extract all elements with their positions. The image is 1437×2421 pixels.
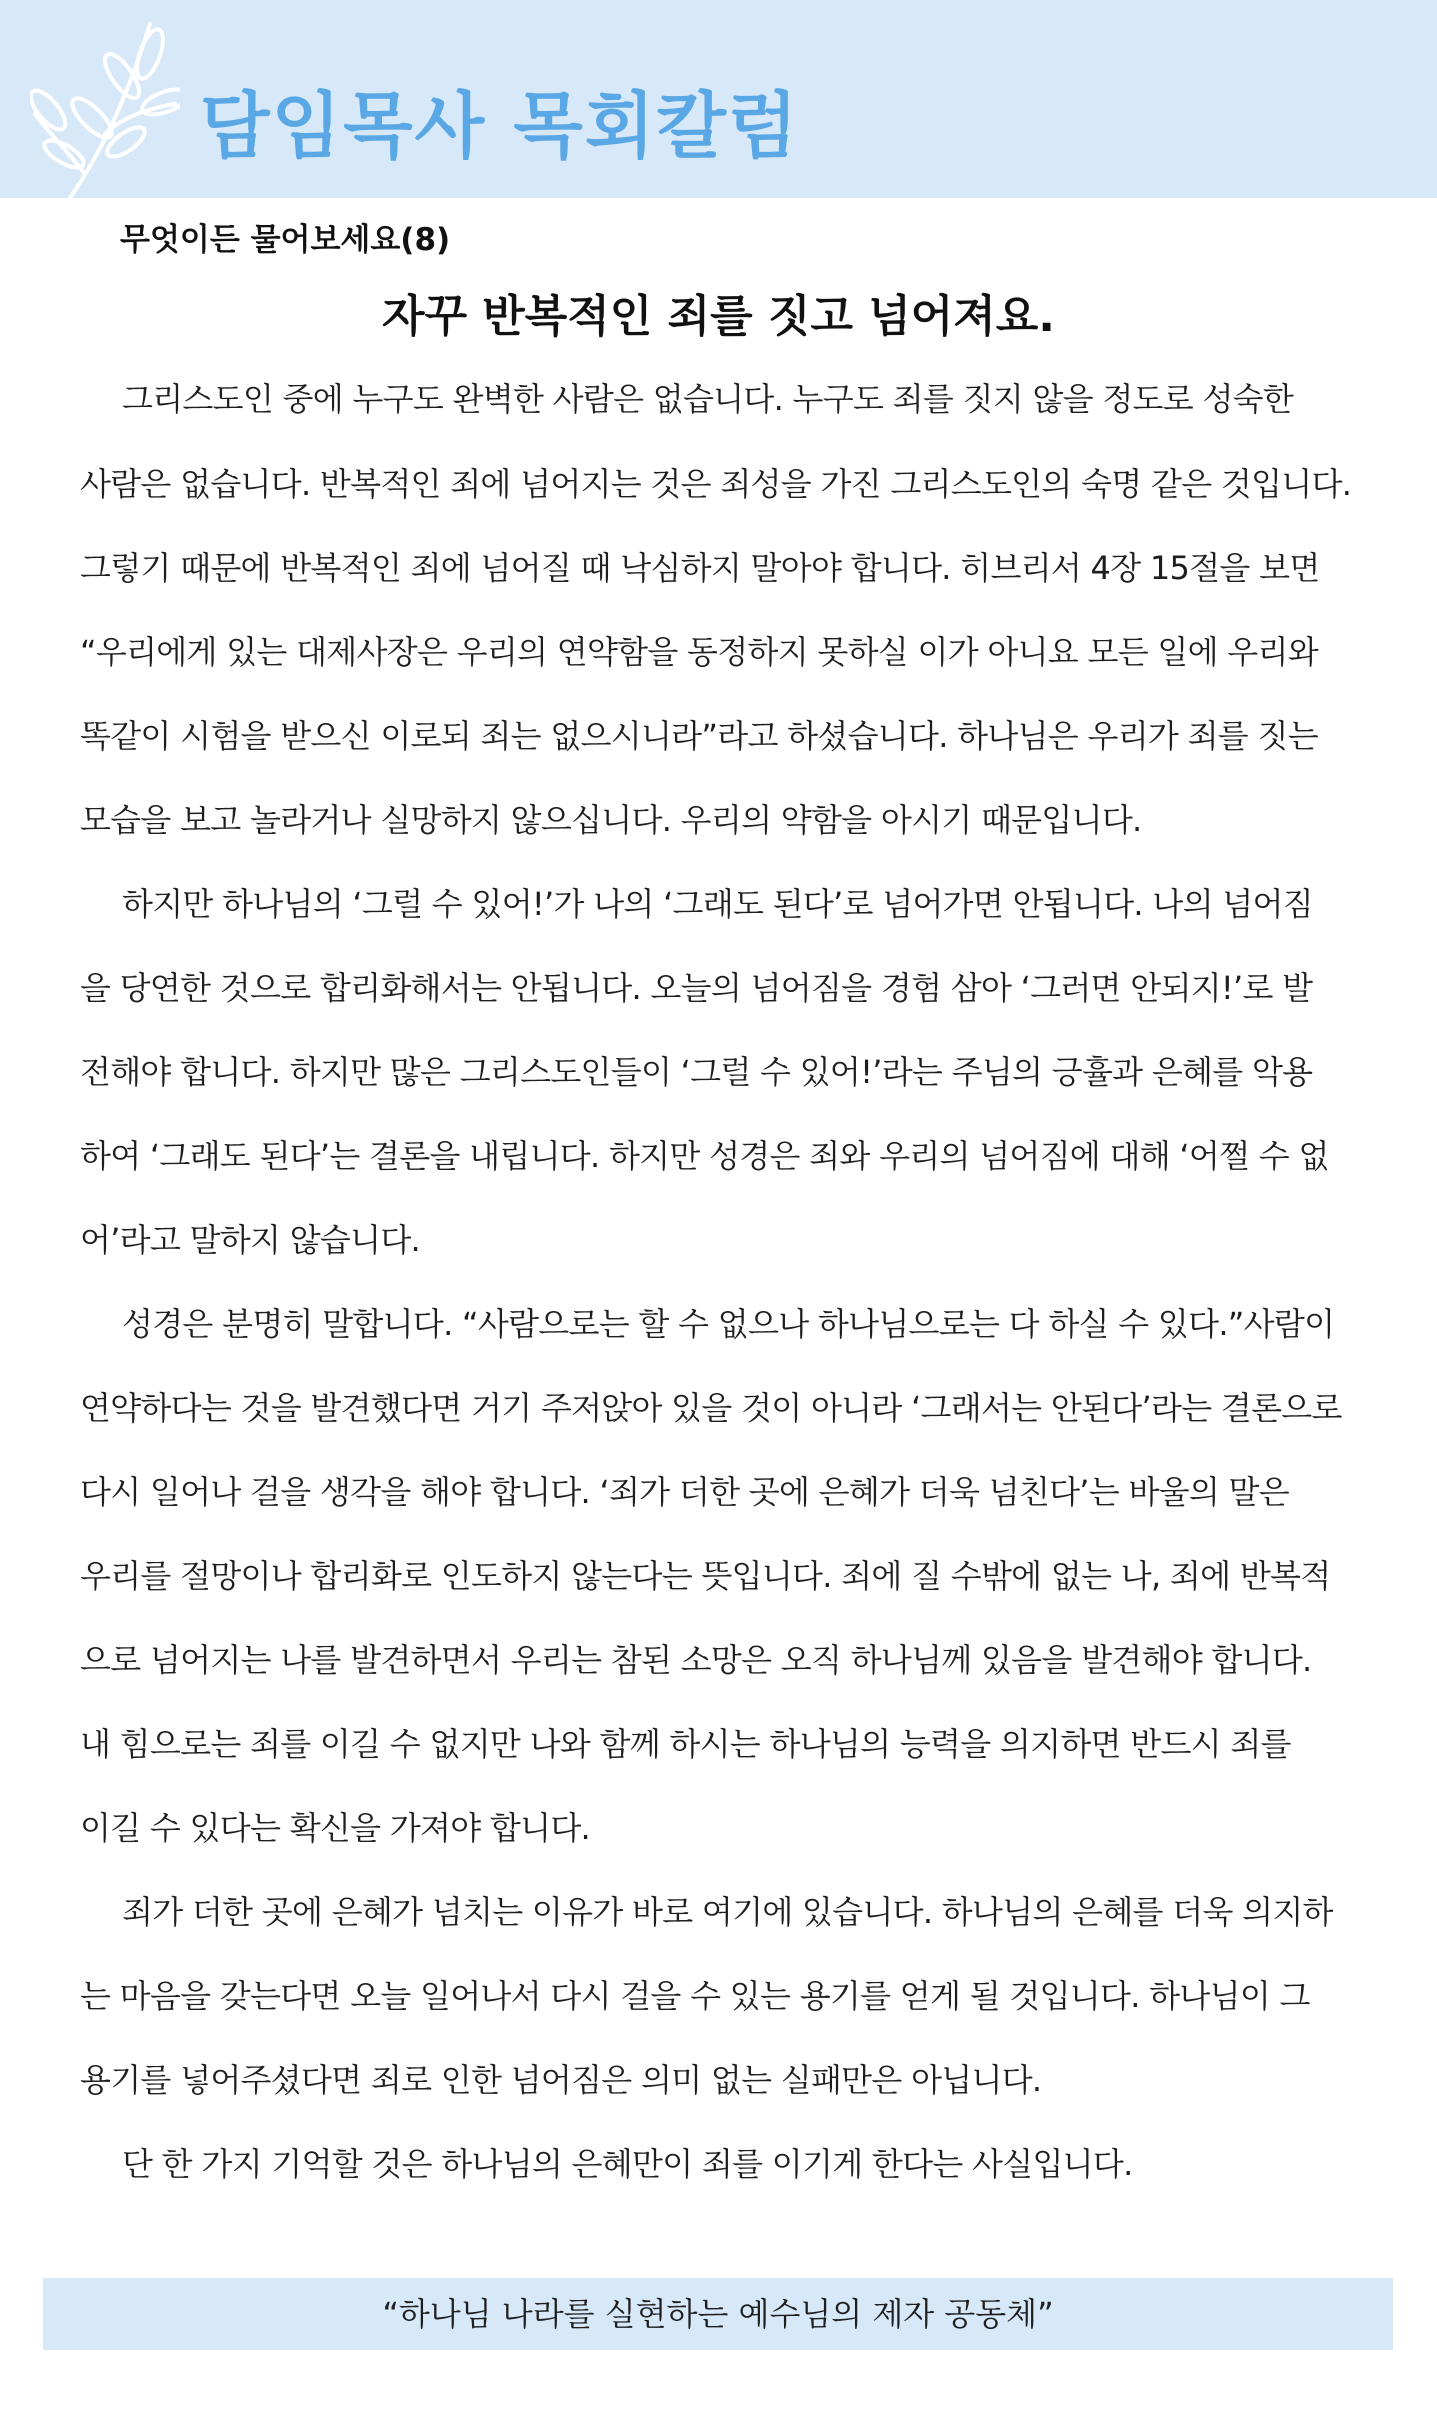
body-line: 는 마음을 갖는다면 오늘 일어나서 다시 걸을 수 있는 용기를 얻게 될 것입니다. 하나님이 그 <box>80 1977 1310 2015</box>
body-line: 어’라고 말하지 않습니다. <box>80 1221 421 1259</box>
body-line: 그리스도인 중에 누구도 완벽한 사람은 없습니다. 누구도 죄를 짓지 않을 정도로 성숙한 <box>122 380 1294 418</box>
leaf-branch-icon <box>30 14 180 198</box>
body-line: 이길 수 있다는 확신을 가져야 합니다. <box>80 1809 591 1847</box>
body-line: 을 당연한 것으로 합리화해서는 안됩니다. 오늘의 넘어짐을 경험 삼아 ‘그러면 안되지!’로 발 <box>80 969 1313 1007</box>
body-line: 죄가 더한 곳에 은혜가 넘치는 이유가 바로 여기에 있습니다. 하나님의 은혜를 더욱 의지하 <box>122 1893 1333 1931</box>
body-line: 전해야 합니다. 하지만 많은 그리스도인들이 ‘그럴 수 있어!’라는 주님의 긍휼과 은혜를 악용 <box>80 1053 1313 1091</box>
body-line: 똑같이 시험을 받으신 이로되 죄는 없으시니라”라고 하셨습니다. 하나님은 우리가 죄를 짓는 <box>80 717 1318 755</box>
body-line: “우리에게 있는 대제사장은 우리의 연약함을 동정하지 못하실 이가 아니요 모든 일에 우리와 <box>80 633 1318 671</box>
body-line: 그렇기 때문에 반복적인 죄에 넘어질 때 낙심하지 말아야 합니다. 히브리서 4장 15절을 보면 <box>80 549 1320 587</box>
body-line: 모습을 보고 놀라거나 실망하지 않으십니다. 우리의 약함을 아시기 때문입니다. <box>80 801 1142 839</box>
body-line: 우리를 절망이나 합리화로 인도하지 않는다는 뜻입니다. 죄에 질 수밖에 없는 나, 죄에 반복적 <box>80 1557 1331 1595</box>
article-title: 자꾸 반복적인 죄를 짓고 넘어져요. <box>381 291 1056 342</box>
body-line: 하여 ‘그래도 된다’는 결론을 내립니다. 하지만 성경은 죄와 우리의 넘어짐에 대해 ‘어쩔 수 없 <box>80 1137 1329 1175</box>
body-line: 연약하다는 것을 발견했다면 거기 주저앉아 있을 것이 아니라 ‘그래서는 안된다’라는 결론으로 <box>80 1389 1342 1427</box>
body-line: 내 힘으로는 죄를 이길 수 없지만 나와 함께 하시는 하나님의 능력을 의지하면 반드시 죄를 <box>80 1725 1291 1763</box>
footer-band <box>43 2278 1393 2350</box>
series-label: 무엇이든 물어보세요(8) <box>120 222 451 258</box>
body-line: 사람은 없습니다. 반복적인 죄에 넘어지는 것은 죄성을 가진 그리스도인의 숙명 같은 것입니다. <box>80 465 1352 503</box>
column-header-title: 담임목사 목회칼럼 <box>200 84 800 168</box>
body-line: 용기를 넣어주셨다면 죄로 인한 넘어짐은 의미 없는 실패만은 아닙니다. <box>80 2061 1042 2099</box>
header-band <box>0 0 1437 198</box>
body-line: 으로 넘어지는 나를 발견하면서 우리는 참된 소망은 오직 하나님께 있음을 발견해야 합니다. <box>80 1641 1312 1679</box>
body-line: 다시 일어나 걸을 생각을 해야 합니다. ‘죄가 더한 곳에 은혜가 더욱 넘친다’는 바울의 말은 <box>80 1473 1289 1511</box>
body-line: 단 한 가지 기억할 것은 하나님의 은혜만이 죄를 이기게 한다는 사실입니다. <box>122 2145 1133 2183</box>
body-line: 성경은 분명히 말합니다. “사람으로는 할 수 없으나 하나님으로는 다 하실 수 있다.”사람이 <box>122 1305 1335 1343</box>
church-motto: “하나님 나라를 실현하는 예수님의 제자 공동체” <box>382 2295 1054 2333</box>
body-line: 하지만 하나님의 ‘그럴 수 있어!’가 나의 ‘그래도 된다’로 넘어가면 안됩니다. 나의 넘어짐 <box>122 885 1313 923</box>
